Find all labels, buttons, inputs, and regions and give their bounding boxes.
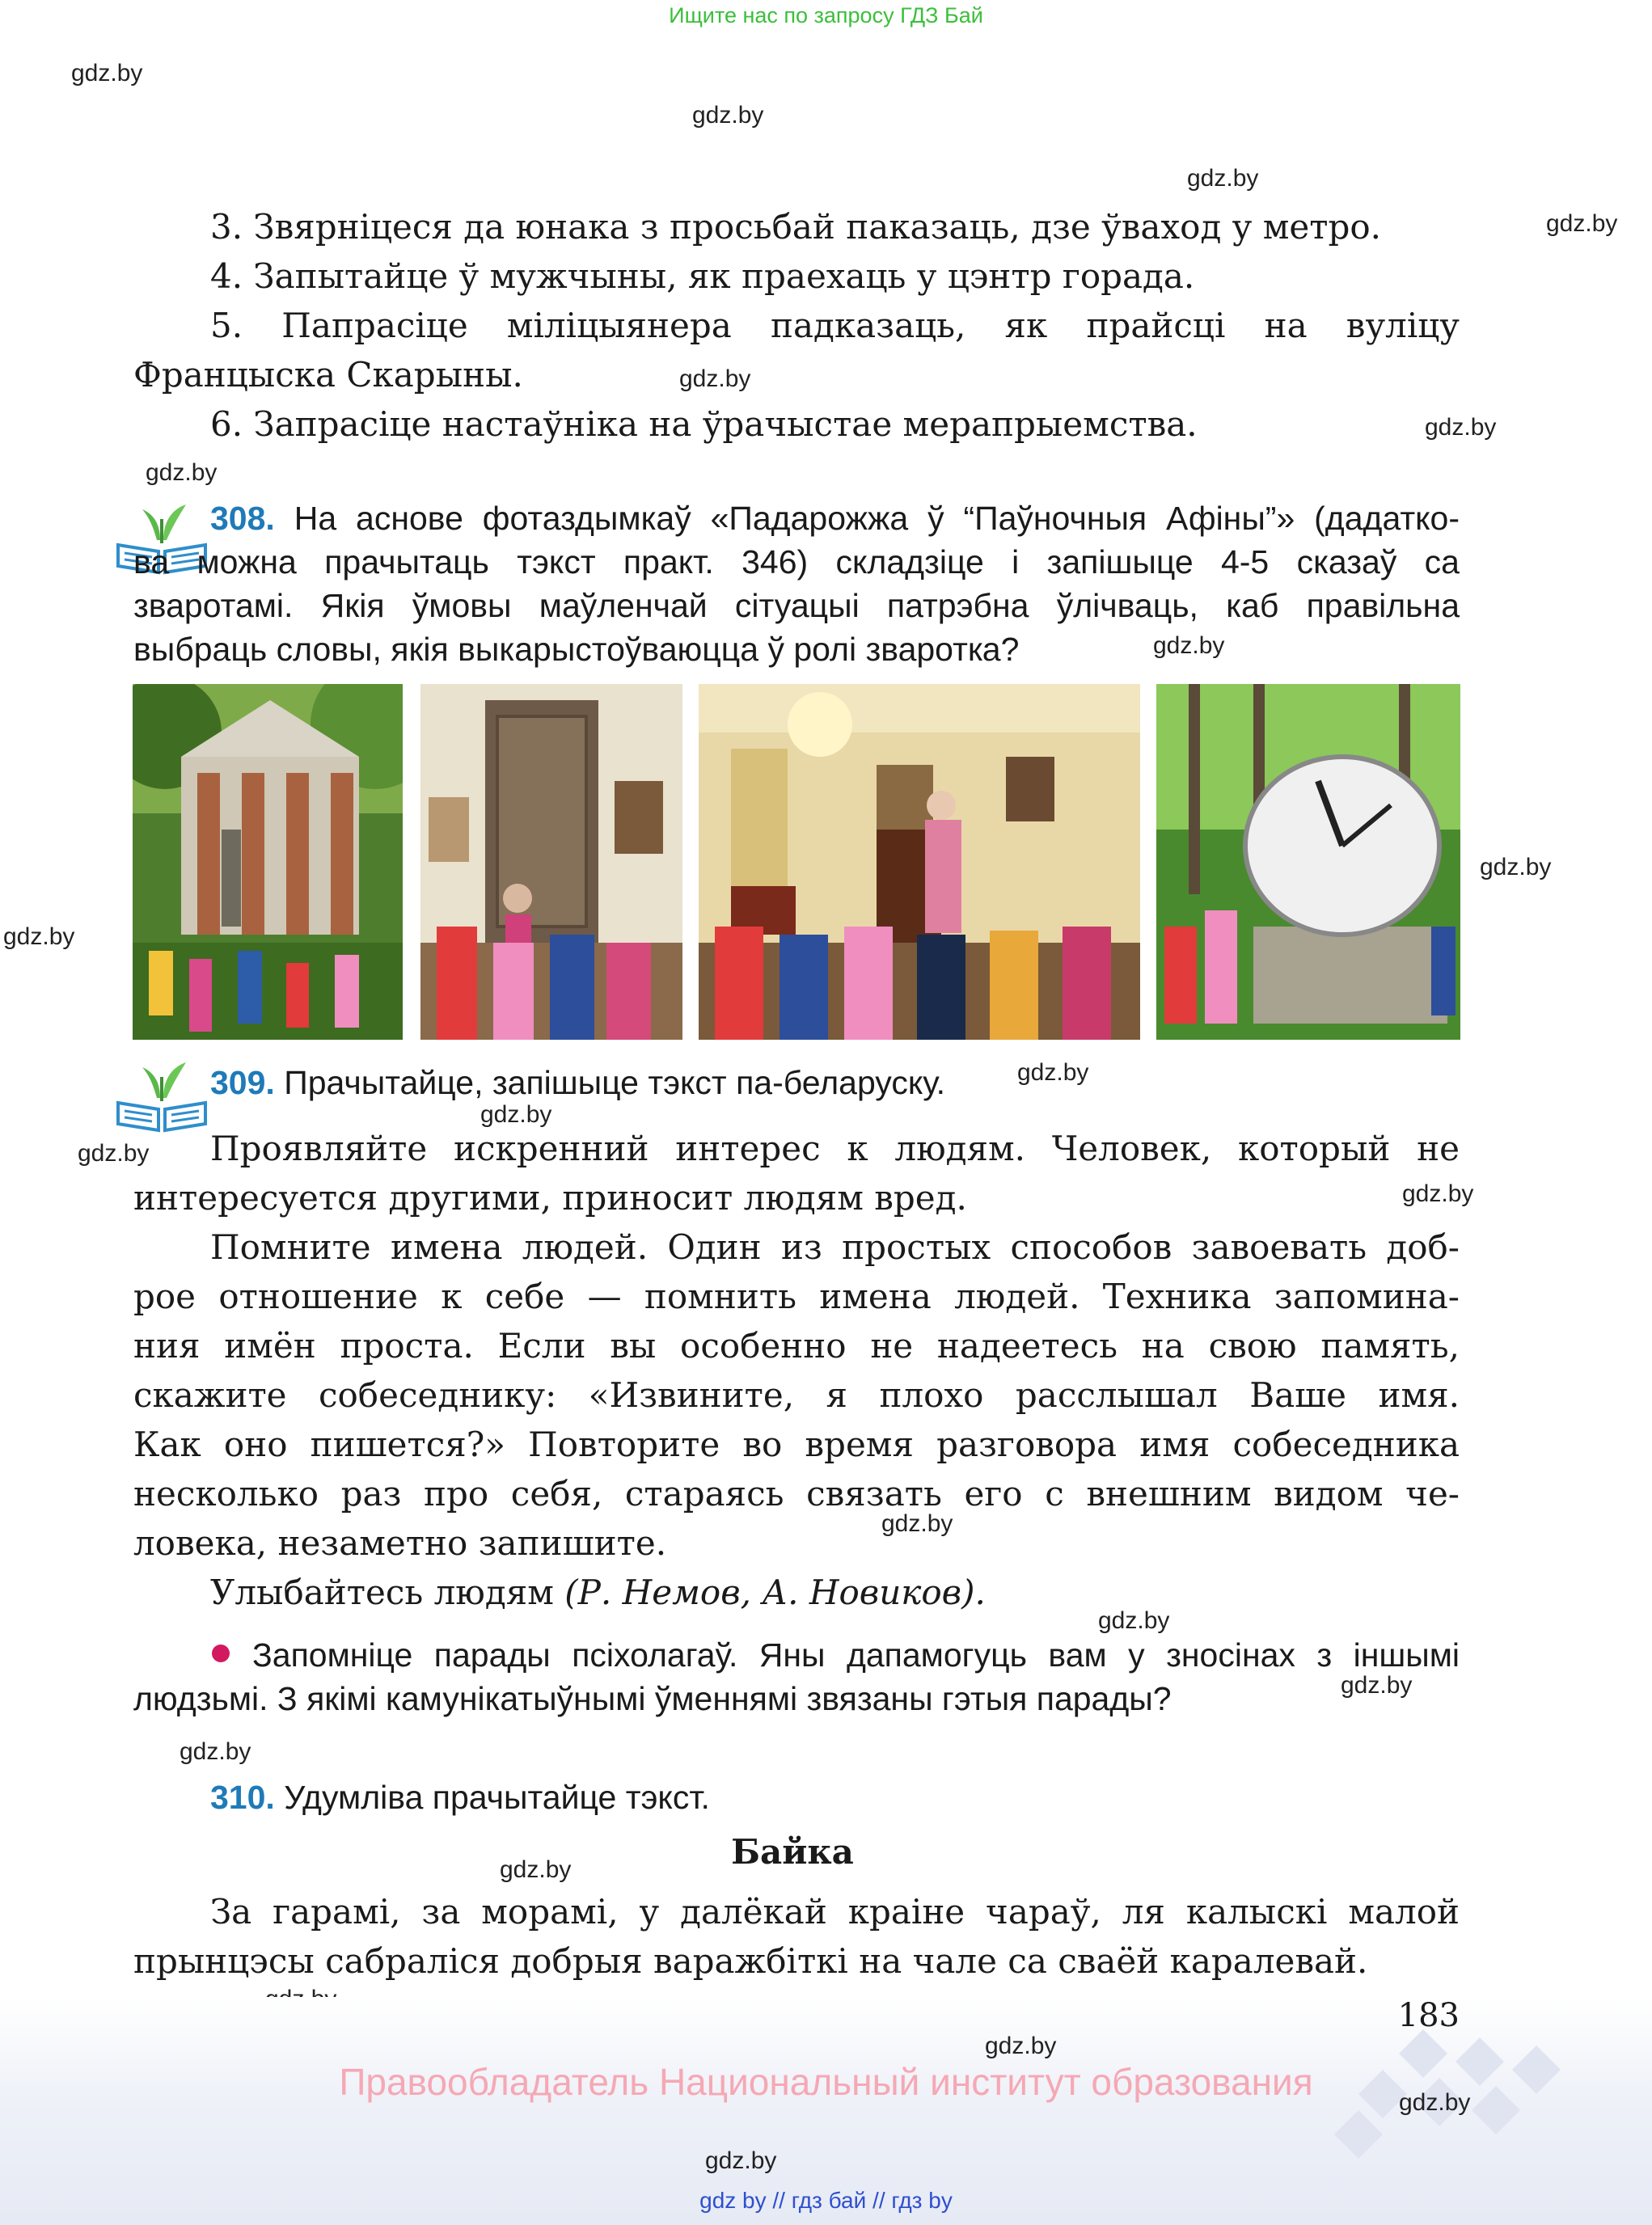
exercise-310-instruction: 310. Удумліва прачытайце тэкст.	[210, 1779, 710, 1816]
watermark: gdz.by	[692, 102, 764, 129]
watermark: gdz.by	[1153, 632, 1225, 659]
watermark: gdz.by	[705, 2147, 777, 2174]
list-item-continuation: Францыска Скарыны.	[133, 355, 523, 395]
text-line: Улыбайтесь людям (Р. Немов, А. Новиков).	[210, 1573, 986, 1612]
text-line: ния имён проста. Если вы особенно не надеетесь на свою память,	[133, 1326, 1460, 1366]
list-item: 4. Запытайце ў мужчыны, як праехаць у цэнтр горада.	[210, 256, 1195, 296]
exercise-308-line: выбраць словы, якія выкарыстоўваюцца ў ролі звароткa?	[133, 631, 1020, 668]
text-line: Как оно пишется?» Повторите во время разговора имя собеседника	[133, 1425, 1460, 1464]
text-line: Помните имена людей. Один из простых способов завоевать доб-	[210, 1227, 1460, 1267]
watermark: gdz.by	[1399, 2089, 1471, 2116]
page-number: 183	[1397, 1997, 1460, 2034]
watermark: gdz.by	[679, 365, 751, 392]
exercise-number: 310.	[210, 1779, 275, 1816]
rights-holder-text: Правообладатель Национальный институт образования	[339, 2061, 1313, 2103]
list-item: 5. Папрасіце міліцыянера падказаць, як прайсці на вуліцу	[210, 306, 1460, 345]
exercise-309-instruction: 309. Прачытайце, запішыце тэкст па-беларуску.	[210, 1064, 946, 1101]
watermark: gdz.by	[78, 1140, 150, 1167]
watermark: gdz.by	[500, 1856, 572, 1883]
list-item: 3. Звярніцеся да юнака з просьбай паказаць, дзе ўваход у метро.	[210, 207, 1381, 247]
watermark: gdz.by	[1098, 1607, 1170, 1634]
exercise-308-line: зваротамі. Якія ўмовы маўленчай сітуацыі патрэбна ўлічваць, каб правільна	[133, 587, 1460, 624]
watermark: gdz.by	[985, 2033, 1057, 2059]
watermark: gdz.by	[1017, 1059, 1089, 1086]
watermark: gdz.by	[1546, 210, 1618, 237]
watermark: gdz.by	[180, 1738, 251, 1765]
pavilion-photo	[133, 684, 403, 1040]
watermark: gdz.by	[480, 1101, 552, 1128]
watermark: gdz.by	[146, 459, 218, 486]
watermark: gdz.by	[1341, 1672, 1413, 1699]
text-line: За гарамі, за морамі, у далёкай краіне чараў, ля калыскі малой	[210, 1892, 1460, 1932]
watermark: gdz.by	[1402, 1180, 1474, 1207]
text-line: прынцэсы сабраліся добрыя варажбіткі на чале са сваёй каралевай.	[133, 1941, 1368, 1981]
text-line: ловека, незаметно запишите.	[133, 1523, 667, 1563]
text-line: рое отношение к себе — помнить имена людей. Техника запомина-	[133, 1277, 1460, 1316]
museum-room-photo	[699, 684, 1140, 1040]
question-line: людзьмі. З якімі камунікатыўнымі ўменнямі звязаны гэтыя парады?	[133, 1680, 1172, 1717]
watermark: gdz.by	[881, 1510, 953, 1537]
exercise-308-line: ва можна прачытаць тэкст практ. 346) складзіце і запішыце 4-5 сказаў са	[133, 543, 1460, 581]
text-line: Проявляйте искренний интерес к людям. Человек, который не	[210, 1129, 1460, 1168]
text-title: Байка	[731, 1832, 854, 1872]
watermark: gdz.by	[1425, 414, 1497, 441]
watermark: gdz.by	[1480, 854, 1552, 880]
bottom-links[interactable]: gdz by // гдз бай // гдз by	[699, 2188, 953, 2213]
top-banner[interactable]: Ищите нас по запросу ГДЗ Бай	[669, 3, 983, 27]
exercise-number: 309.	[210, 1064, 275, 1101]
exercise-number: 308.	[210, 500, 275, 537]
text-line: скажите собеседнику: «Извините, я плохо расслышал Ваше имя.	[133, 1375, 1460, 1415]
text-line: интересуется другими, приносит людям вред.	[133, 1178, 967, 1218]
list-item: 6. Запрасіце настаўніка на ўрачыстае мерапрыемства.	[210, 404, 1198, 444]
text-line: несколько раз про себя, стараясь связать его с внешним видом че-	[133, 1474, 1460, 1514]
watermark: gdz.by	[71, 60, 143, 87]
question-line: Запомніце парады псіхолагаў. Яны дапамогуць вам у зносінах з іншымі	[252, 1636, 1460, 1674]
bullet-dot	[212, 1644, 230, 1662]
watermark: gdz.by	[1187, 165, 1259, 192]
stove-hall-photo	[420, 684, 682, 1040]
exercise-308-line: 308. На аснове фотаздымкаў «Падарожжа ў “Паўночныя Афіны”» (дадатко-	[210, 500, 1460, 537]
watermark: gdz.by	[3, 923, 75, 950]
book-sprout-icon	[113, 1053, 210, 1134]
source-authors: (Р. Немов, А. Новиков).	[564, 1573, 986, 1612]
clock-photo	[1156, 684, 1460, 1040]
